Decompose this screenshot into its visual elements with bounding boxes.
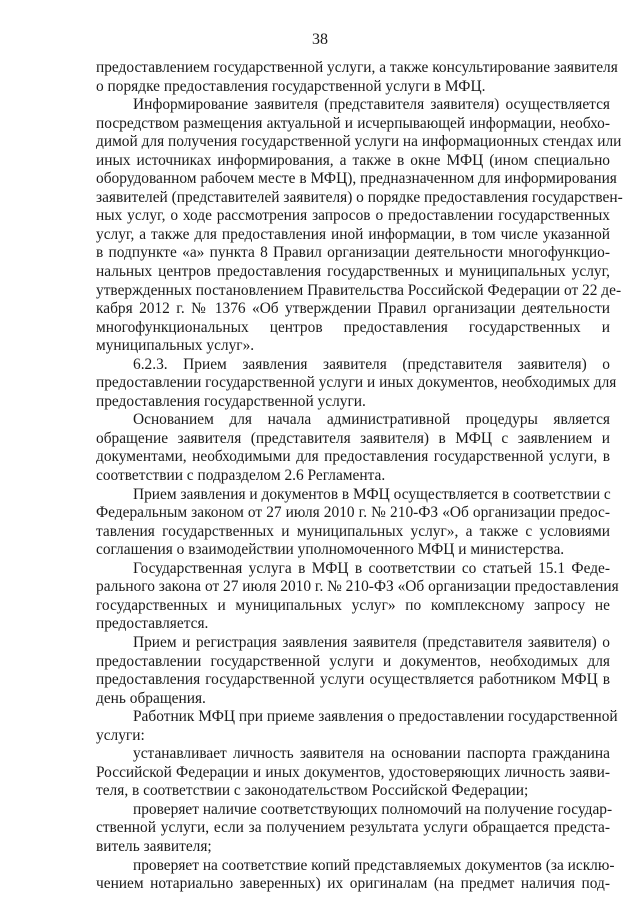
text-line: рального закона от 27 июля 2010 г. № 210-ФЗ «Об организации предоставления [96,578,619,596]
text-line: 6.2.3. Прием заявления заявителя (представителя заявителя) о [133,355,610,373]
text-line: обращение заявителя (представителя заявителя) в МФЦ с заявлением и [96,429,610,447]
text-line: Информирование заявителя (представителя заявителя) осуществляется [133,96,610,114]
text-line: устанавливает личность заявителя на основании паспорта гражданина [133,745,610,763]
text-line: оборудованном рабочем месте в МФЦ), предназначенном для информирования [96,170,617,188]
paragraph [96,59,618,96]
text-line: предоставления государственной услуги осуществляется работником МФЦ в [96,671,610,689]
text-line: заявителей (представителей заявителя) о порядке предоставления государствен- [96,188,623,206]
text-line: многофункциональных центров предоставления государственных и [96,318,610,336]
paragraph [96,708,618,745]
text-line: проверяет на соответствие копий представляемых документов (за исклю- [133,856,615,874]
text-line: Государственная услуга в МФЦ в соответствии со статьей 15.1 Феде- [133,559,610,577]
text-line: утвержденных постановлением Правительства Российской Федерации от 22 де- [96,281,622,299]
text-line: документами, необходимыми для предоставления государственной услуги, в [96,448,610,466]
text-line: теля, в соответствии с законодательством Российской Федерации; [96,782,529,800]
text-line: соответствии с подразделом 2.6 Регламента. [96,467,386,485]
text-line: нальных центров предоставления государственных и муниципальных услуг, [96,263,610,281]
text-line: тавления государственных и муниципальных услуг», а также с условиями [96,522,610,540]
text-line: Прием заявления и документов в МФЦ осуществляется в соответствии с [133,485,611,503]
paragraph [96,800,613,857]
text-line: услуги: [96,726,145,744]
text-line: предоставлением государственной услуги, а также консультирование заявителя [96,59,618,76]
text-line: день обращения. [96,689,206,707]
paragraph [96,486,610,560]
paragraph [96,634,610,708]
document-body [96,59,623,894]
text-line: иных источниках информирования, а также в окне МФЦ (ином специально [96,151,610,169]
text-line: Российской Федерации и иных документов, удостоверяющих личность заяви- [96,763,610,781]
text-line: ственной услуги, если за получением результата услуги обращается предста- [96,819,610,837]
text-line: витель заявителя; [96,837,212,855]
paragraph [96,355,617,412]
text-line: чением нотариально заверенных) их оригиналам (на предмет наличия под- [96,875,610,893]
text-line: предоставления государственной услуги. [96,392,366,410]
text-line: муниципальных услуг». [96,337,255,355]
text-line: Федеральным законом от 27 июля 2010 г. № 210-ФЗ «Об организации предос- [96,504,610,522]
text-line: Основанием для начала административной процедуры является [133,411,610,429]
text-line: предоставлении государственной услуги и иных документов, необходимых для [96,374,617,392]
paragraph [96,856,615,894]
paragraph [96,411,610,485]
text-line: предоставлении государственной услуги и документов, необходимых для [96,652,610,670]
text-line: Прием и регистрация заявления заявителя (представителя заявителя) о [133,633,610,651]
text-line: димой для получения государственной услуги на информационных стендах или [96,133,622,151]
text-line: в подпункте «а» пункта 8 Правил организации деятельности многофункцио- [96,244,610,262]
text-line: ных услуг, о ходе рассмотрения запросов о предоставлении государственных [96,207,610,225]
paragraph [96,96,623,356]
text-line: соглашения о взаимодействии уполномоченного МФЦ и министерства. [96,541,565,559]
text-line: предоставляется. [96,615,209,633]
text-line: государственных и муниципальных услуг» по комплексному запросу не [96,596,610,614]
page-number: 38 [312,31,328,48]
text-line: проверяет наличие соответствующих полномочий на получение государ- [133,800,613,818]
text-line: кабря 2012 г. № 1376 «Об утверждении Правил организации деятельности [96,300,610,318]
text-line: посредством размещения актуальной и исчерпывающей информации, необхо- [96,114,610,132]
paragraph [96,745,610,801]
text-line: услуг, а также для предоставления иной информации, в том числе указанной [96,225,610,243]
text-line: Работник МФЦ при приеме заявления о предоставлении государственной [133,708,618,726]
paragraph [96,559,619,634]
text-line: о порядке предоставления государственной услуги в МФЦ. [96,77,486,95]
